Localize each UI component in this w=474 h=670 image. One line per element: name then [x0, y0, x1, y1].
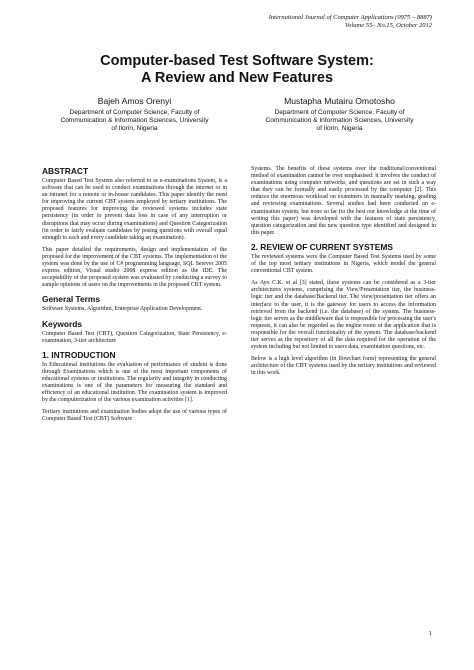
author-affiliation-line: Communication & Information Sciences, University [265, 117, 414, 125]
journal-name: International Journal of Computer Applications (0975 – 8887) [268, 14, 432, 21]
introduction-heading: 1. INTRODUCTION [42, 349, 116, 360]
body-paragraph: Systems. The benefits of these systems over the traditional/conventional method of examination cannot be over emphasised: it involves the conduct of examinations using computer networks, and questions are set in such a way that they can be formally and easily processed by the computer [2]. This reduces the enormous workload on examiners in manually marking, grading and reviewing examinations. Several studies had been conducted on e-examination system, but none so far (to the best our knowledge at the time of writing this paper) was developed with the features of state persistency, question categorization and the new question type identified and designed in this paper. [251, 166, 436, 236]
author-affiliation-line: Department of Computer Science, Faculty of [274, 109, 405, 116]
body-paragraph: The reviewed systems were the Computer Based Test Systems used by some of the top most tertiary institutions in Nigeria, which model the general conventional CBT system. [251, 253, 436, 275]
journal-volume: Volume 55– No.15, October 2012 [344, 22, 432, 29]
body-paragraph: As Ayo C.K. et al [3] stated, these systems can be considered as a 3-tier architectures systems, comprising the View/Presentation tier, the business-logic tier and the database/Backend tier. The view/presentation tier offers an interface to the user, it is the gateway for users to access the information retrieved from the backend (i.e. the database) of the system. The business-logic tier serves as the middleware that is responsible for processing the user's requests, it can also be regarded as the engine room of the application that is responsible for the overall functionality of the system. The database/backend tier serves as the repository of all the data required for the operation of the system including but not limited to users data, examination questions, etc. [251, 280, 436, 351]
paper-title [0, 53, 474, 87]
author-block-1 [42, 96, 227, 134]
abstract-paragraph: This paper detailed the requirements, design and implementation of the proposed for the improvement of the CBT systems. The implementation of the system was done by the use of C# programming language, SQL Serever 2005 express edition, Visual studio 2008 express edition as the IDE. The acceptability of the proposed system was evaluated by conducting a survey to sample opinions of users on the improvements in the proposed CBT system. [42, 246, 227, 289]
author-name: Mustapha Mutairu Omotosho [284, 96, 395, 106]
author-affiliation-line: Communication & Information Sciences, University [60, 117, 209, 125]
general-terms-heading: General Terms [42, 294, 101, 305]
general-terms-text: Software Systems, Algorithm, Enterprise Application Development. [42, 306, 203, 313]
journal-header [269, 14, 432, 30]
author-name: Bajeh Amos Orenyi [97, 96, 172, 106]
keywords-heading: Keywords [42, 318, 83, 329]
author-affiliation-line: of Ilorin, Nigeria [316, 125, 363, 133]
introduction-paragraph: In Educational institutions the evaluation of performance of student is done through Examinations which is one of the most important components of educational systems or institutions. The regularity and integrity in conducting examinations is one of the parameters for measuring the standard and efficiency of an educational institution. The examination system is improved by the computerization of the various examination activities [1]. [42, 361, 227, 404]
keywords-text: Computer Based Test (CBT), Question Categorization, State Persistency, e-examination, 3-tier architecture [42, 330, 227, 344]
title-line-2: A Review and New Features [140, 70, 334, 86]
author-affiliation-line: Department of Computer Science, Faculty of [69, 109, 200, 116]
body-paragraph: Below is a high level algorithm (in flowchart form) representing the general architecture of the CBT systems used by the tertiary institutions and reviewed in this work. [251, 356, 436, 377]
title-line-1: Computer-based Test Software System: [100, 53, 374, 69]
introduction-paragraph: Tertiary institutions and examination bodies adopt the use of various types of Computer Based Test (CBT) Software [42, 409, 227, 423]
author-block-2 [247, 96, 432, 134]
abstract-paragraph: Computer Based Test System also referred to as e-examinations System, is a software that can be used to conduct examinations through the internet or in an intranet for a remote or in-house candidates. This paper identify the need for improving the current CBT system employed by tertiary institutions. The proposed features for improving the reviewed systems includes state persistency (in order to prevent data loss in case of any interruption or disruptions that may occur during examinations) and Question Categorization (in order to fairly evaluate candidates by posing questions with overall equal strength to each and every candidate taking an examination). [42, 178, 227, 241]
right-column [251, 166, 436, 382]
left-column [42, 166, 227, 428]
review-heading: 2. REVIEW OF CURRENT SYSTEMS [251, 241, 393, 252]
author-affiliation-line: of Ilorin, Nigeria [111, 125, 158, 133]
page-number: 1 [428, 630, 432, 637]
abstract-heading: ABSTRACT [42, 166, 89, 176]
